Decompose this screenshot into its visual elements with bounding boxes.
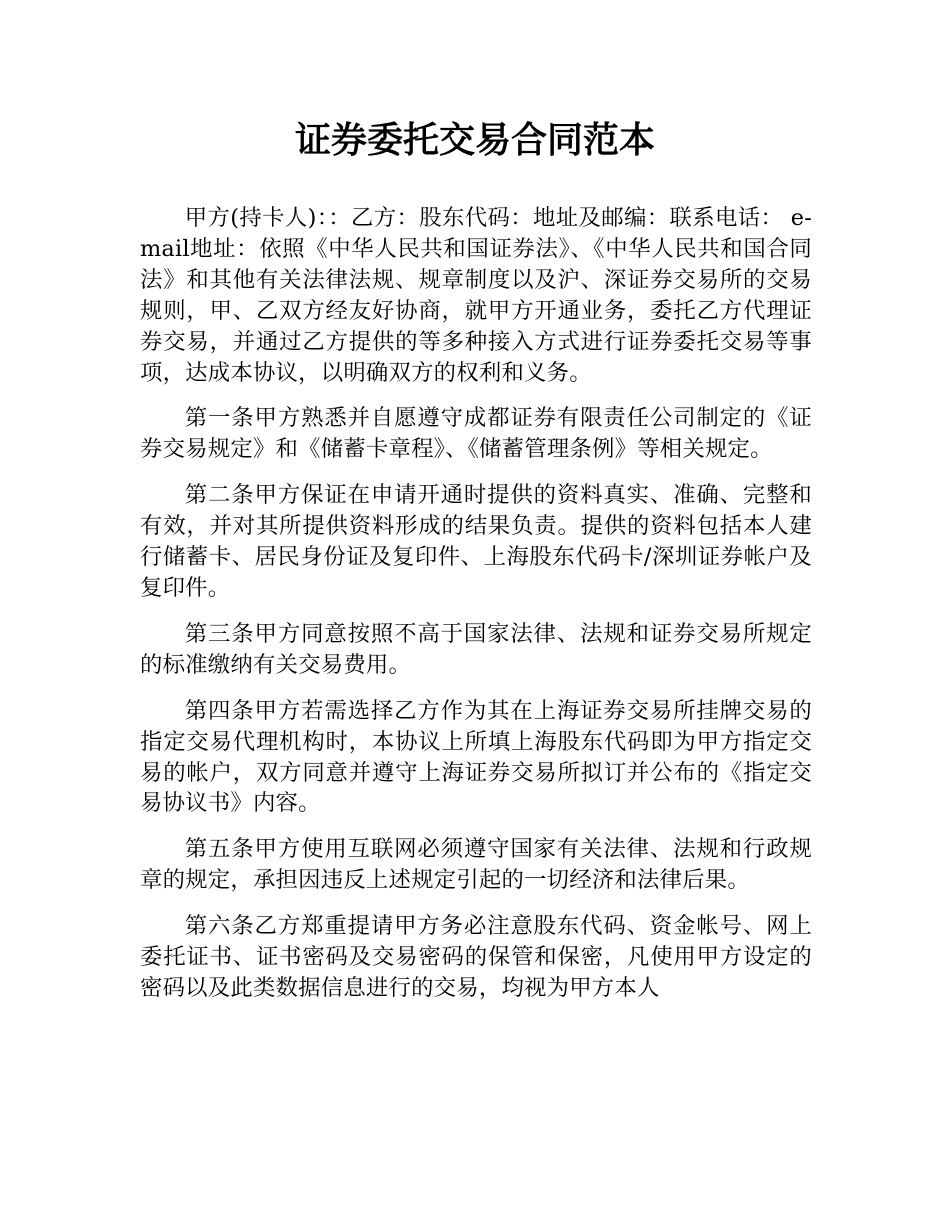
article-2-paragraph: 第二条甲方保证在申请开通时提供的资料真实、准确、完整和有效，并对其所提供资料形成的结果负责。提供的资料包括本人建行储蓄卡、居民身份证及复印件、上海股东代码卡/深圳证券帐户及复印件。 [140,482,812,601]
article-3-paragraph: 第三条甲方同意按照不高于国家法律、法规和证券交易所规定的标准缴纳有关交易费用。 [140,620,812,678]
article-6-paragraph: 第六条乙方郑重提请甲方务必注意股东代码、资金帐号、网上委托证书、证书密码及交易密码的保管和保密，凡使用甲方设定的密码以及此类数据信息进行的交易，均视为甲方本人 [140,913,812,1001]
document-body [140,203,812,1019]
intro-paragraph: 甲方(持卡人)：：乙方：股东代码：地址及邮编：联系电话： e-mail地址：依照《中华人民共和国证券法》、《中华人民共和国合同法》和其他有关法律法规、规章制度以及沪、深证券交易所的交易规则，甲、乙双方经友好协商，就甲方开通业务，委托乙方代理证券交易，并通过乙方提供的等多种接入方式进行证券委托交易等事项，达成本协议，以明确双方的权利和义务。 [140,205,812,386]
article-4-paragraph: 第四条甲方若需选择乙方作为其在上海证券交易所挂牌交易的指定交易代理机构时，本协议上所填上海股东代码即为甲方指定交易的帐户，双方同意并遵守上海证券交易所拟订并公布的《指定交易协议书》内容。 [140,697,812,817]
article-1-paragraph: 第一条甲方熟悉并自愿遵守成都证券有限责任公司制定的《证券交易规定》和《储蓄卡章程》、《储蓄管理条例》等相关规定。 [140,405,812,463]
article-5-paragraph: 第五条甲方使用互联网必须遵守国家有关法律、法规和行政规章的规定，承担因违反上述规定引起的一切经济和法律后果。 [140,836,812,894]
document-title: 证券委托交易合同范本 [294,120,655,161]
